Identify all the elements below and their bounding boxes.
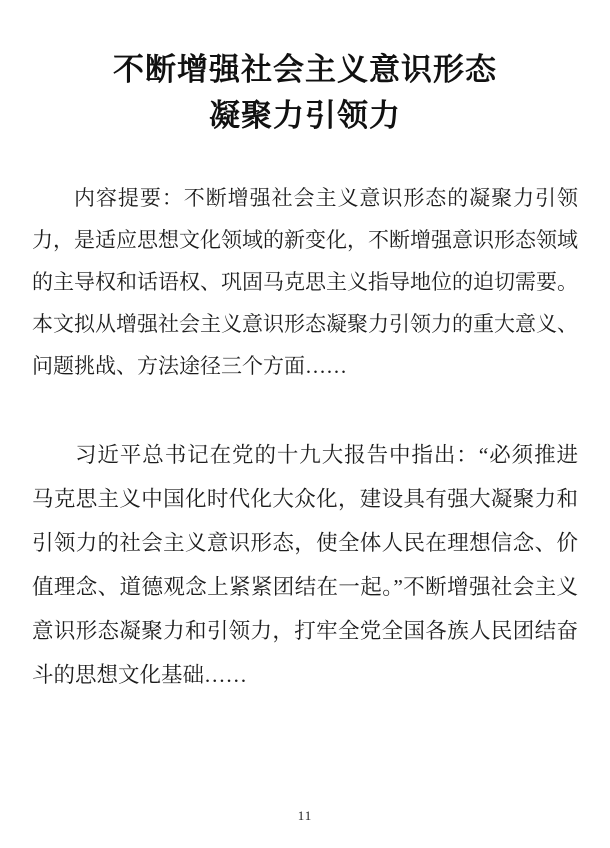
document-title <box>32 47 578 139</box>
document-title-line2: 凝聚力引领力 <box>209 97 401 133</box>
abstract-paragraph: 内容提要：不断增强社会主义意识形态的凝聚力引领力，是适应思想文化领域的新变化，不断增强意识形态领域的主导权和话语权、巩固马克思主义指导地位的迫切需要。本文拟从增强社会主义意识形态凝聚力引领力的重大意义、问题挑战、方法途径三个方面…… <box>32 185 578 378</box>
document-title-line1: 不断增强社会主义意识形态 <box>113 51 497 87</box>
page-number: 11 <box>297 808 313 823</box>
body-paragraph: 习近平总书记在党的十九大报告中指出：“必须推进马克思主义中国化时代化大众化，建设具有强大凝聚力和引领力的社会主义意识形态，使全体人民在理想信念、价值理念、道德观念上紧紧团结在一起。”不断增强社会主义意识形态凝聚力和引领力，打牢全党全国各族人民团结奋斗的思想文化基础…… <box>32 442 578 687</box>
